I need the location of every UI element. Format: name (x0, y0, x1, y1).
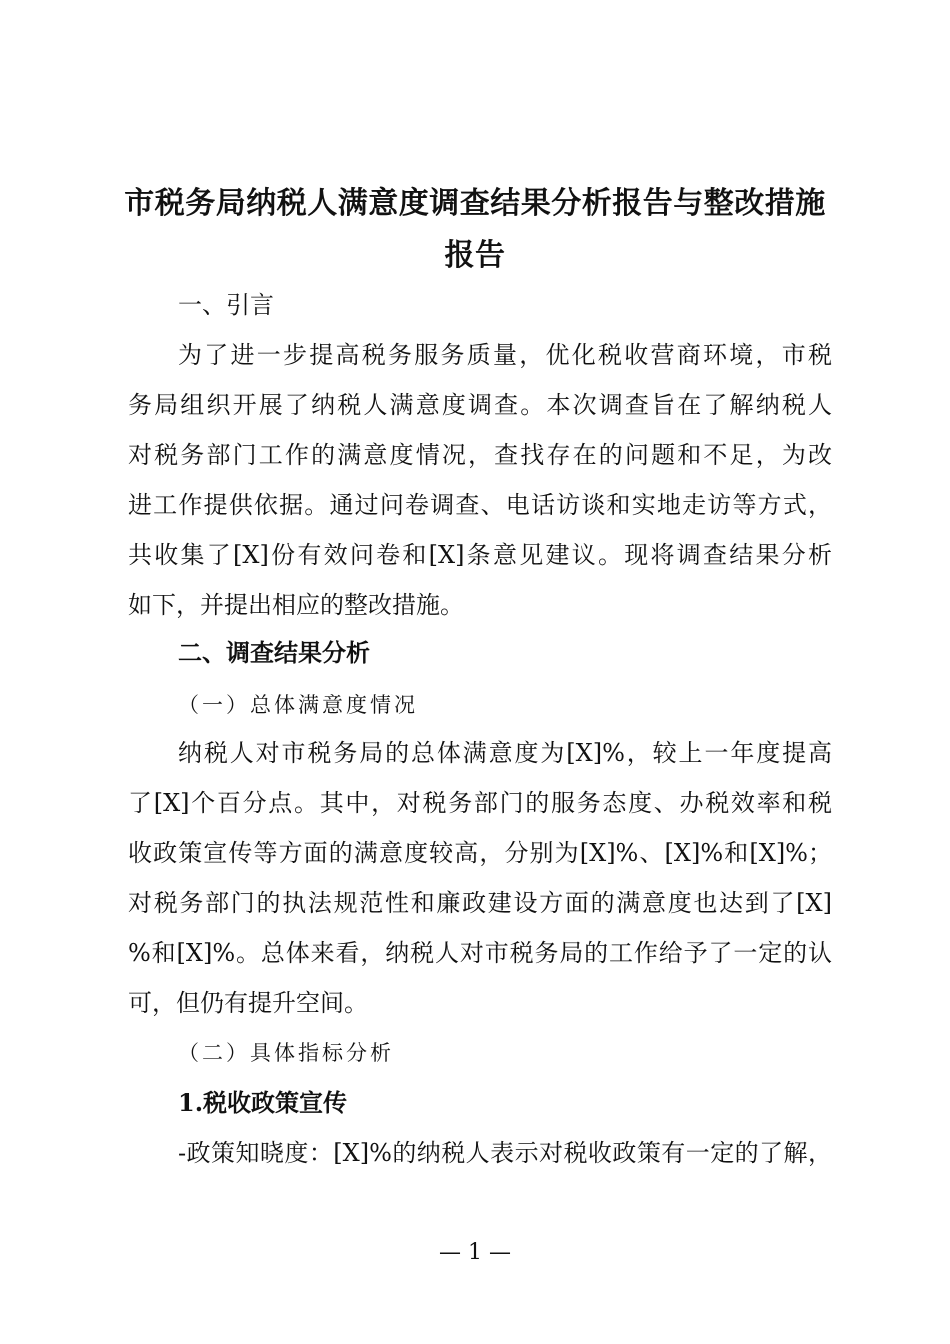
paragraph-line: 可，但仍有提升空间。 (128, 989, 368, 1017)
paragraph-line: 纳税人对市税务局的总体满意度为[X]%，较上一年度提高 (178, 739, 832, 767)
section-heading-analysis: 二、调查结果分析 (178, 639, 370, 667)
paragraph-line: 共收集了[X]份有效问卷和[X]条意见建议。现将调查结果分析 (128, 541, 832, 569)
paragraph-line: %和[X]%。总体来看，纳税人对市税务局的工作给予了一定的认 (128, 939, 832, 967)
paragraph-line: -政策知晓度：[X]%的纳税人表示对税收政策有一定的了解， (178, 1139, 832, 1167)
paragraph-line: 收政策宣传等方面的满意度较高，分别为[X]%、[X]%和[X]%； (128, 839, 832, 867)
paragraph-line: 为了进一步提高税务服务质量，优化税收营商环境，市税 (178, 341, 832, 369)
subsection-heading-specific: （二）具体指标分析 (178, 1041, 394, 1065)
paragraph-line: 对税务部门的执法规范性和廉政建设方面的满意度也达到了[X] (128, 889, 832, 917)
document-title: 市税务局纳税人满意度调查结果分析报告与整改措施报告 (124, 186, 826, 273)
item-heading-policy-promotion: 1.税收政策宣传 (178, 1088, 348, 1117)
paragraph-line: 对税务部门工作的满意度情况，查找存在的问题和不足，为改 (128, 441, 832, 469)
paragraph-line: 进工作提供依据。通过问卷调查、电话访谈和实地走访等方式， (128, 491, 832, 519)
paragraph-line: 务局组织开展了纳税人满意度调查。本次调查旨在了解纳税人 (128, 391, 832, 419)
subsection-heading-overall: （一）总体满意度情况 (178, 693, 418, 717)
paragraph-line: 如下，并提出相应的整改措施。 (128, 591, 464, 619)
section-heading-intro: 一、引言 (178, 291, 274, 319)
page-number: — 1 — (439, 1240, 511, 1265)
paragraph-line: 了[X]个百分点。其中，对税务部门的服务态度、办税效率和税 (128, 789, 832, 817)
